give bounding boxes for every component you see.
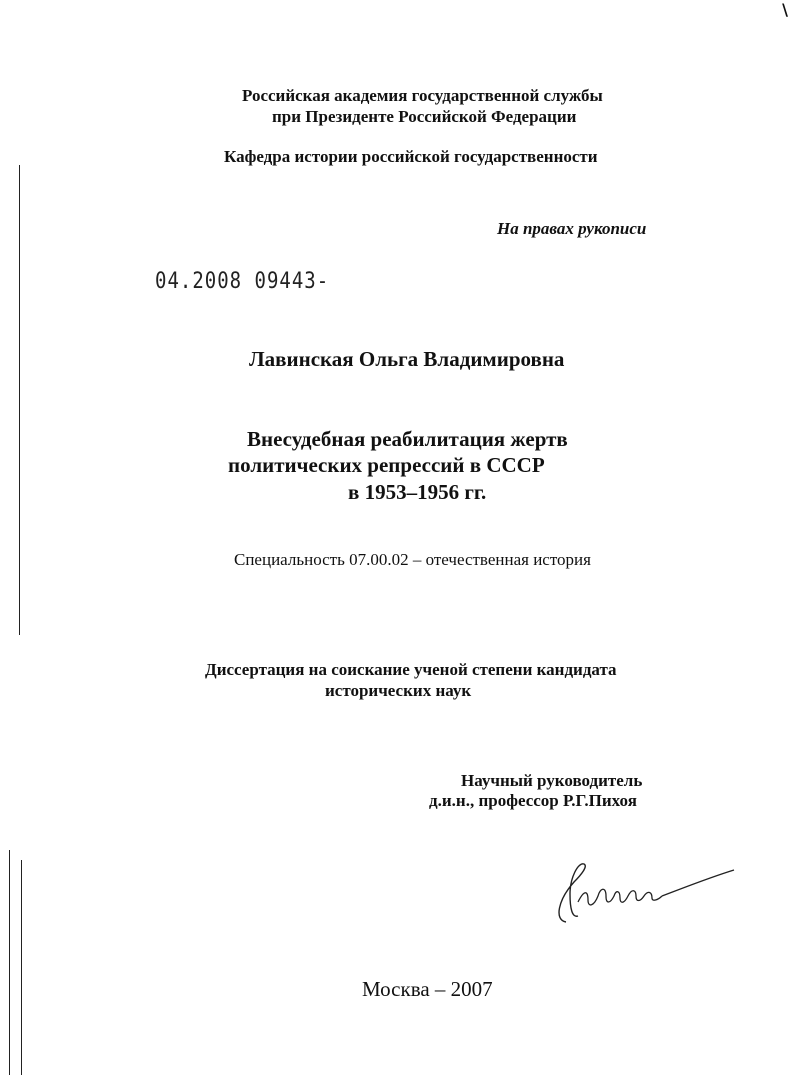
title-line-1: Внесудебная реабилитация жертв (247, 427, 568, 451)
title-line-3: в 1953–1956 гг. (348, 480, 487, 504)
supervisor-label: Научный руководитель (461, 771, 643, 790)
author-signature (548, 860, 738, 930)
degree-line-2: исторических наук (325, 681, 472, 700)
department-name: Кафедра истории российской государственности (224, 147, 598, 166)
author-name: Лавинская Ольга Владимировна (249, 347, 565, 371)
scan-edge-line-upper (19, 165, 20, 635)
institution-line-2: при Президенте Российской Федерации (272, 107, 577, 126)
corner-scan-mark: \ (782, 0, 788, 19)
institution-line-1: Российская академия государственной службы (242, 86, 603, 105)
manuscript-note: На правах рукописи (497, 219, 647, 238)
title-line-2: политических репрессий в СССР (228, 453, 545, 477)
place-year: Москва – 2007 (362, 977, 493, 1001)
supervisor-name: д.и.н., профессор Р.Г.Пихоя (429, 791, 637, 810)
scan-edge-line-lower (9, 850, 10, 1075)
specialty: Специальность 07.00.02 – отечественная история (234, 550, 591, 569)
degree-line-1: Диссертация на соискание ученой степени кандидата (205, 660, 617, 679)
scan-edge-line-lower-2 (21, 860, 22, 1075)
registration-stamp: 04.2008 09443- (155, 268, 330, 294)
